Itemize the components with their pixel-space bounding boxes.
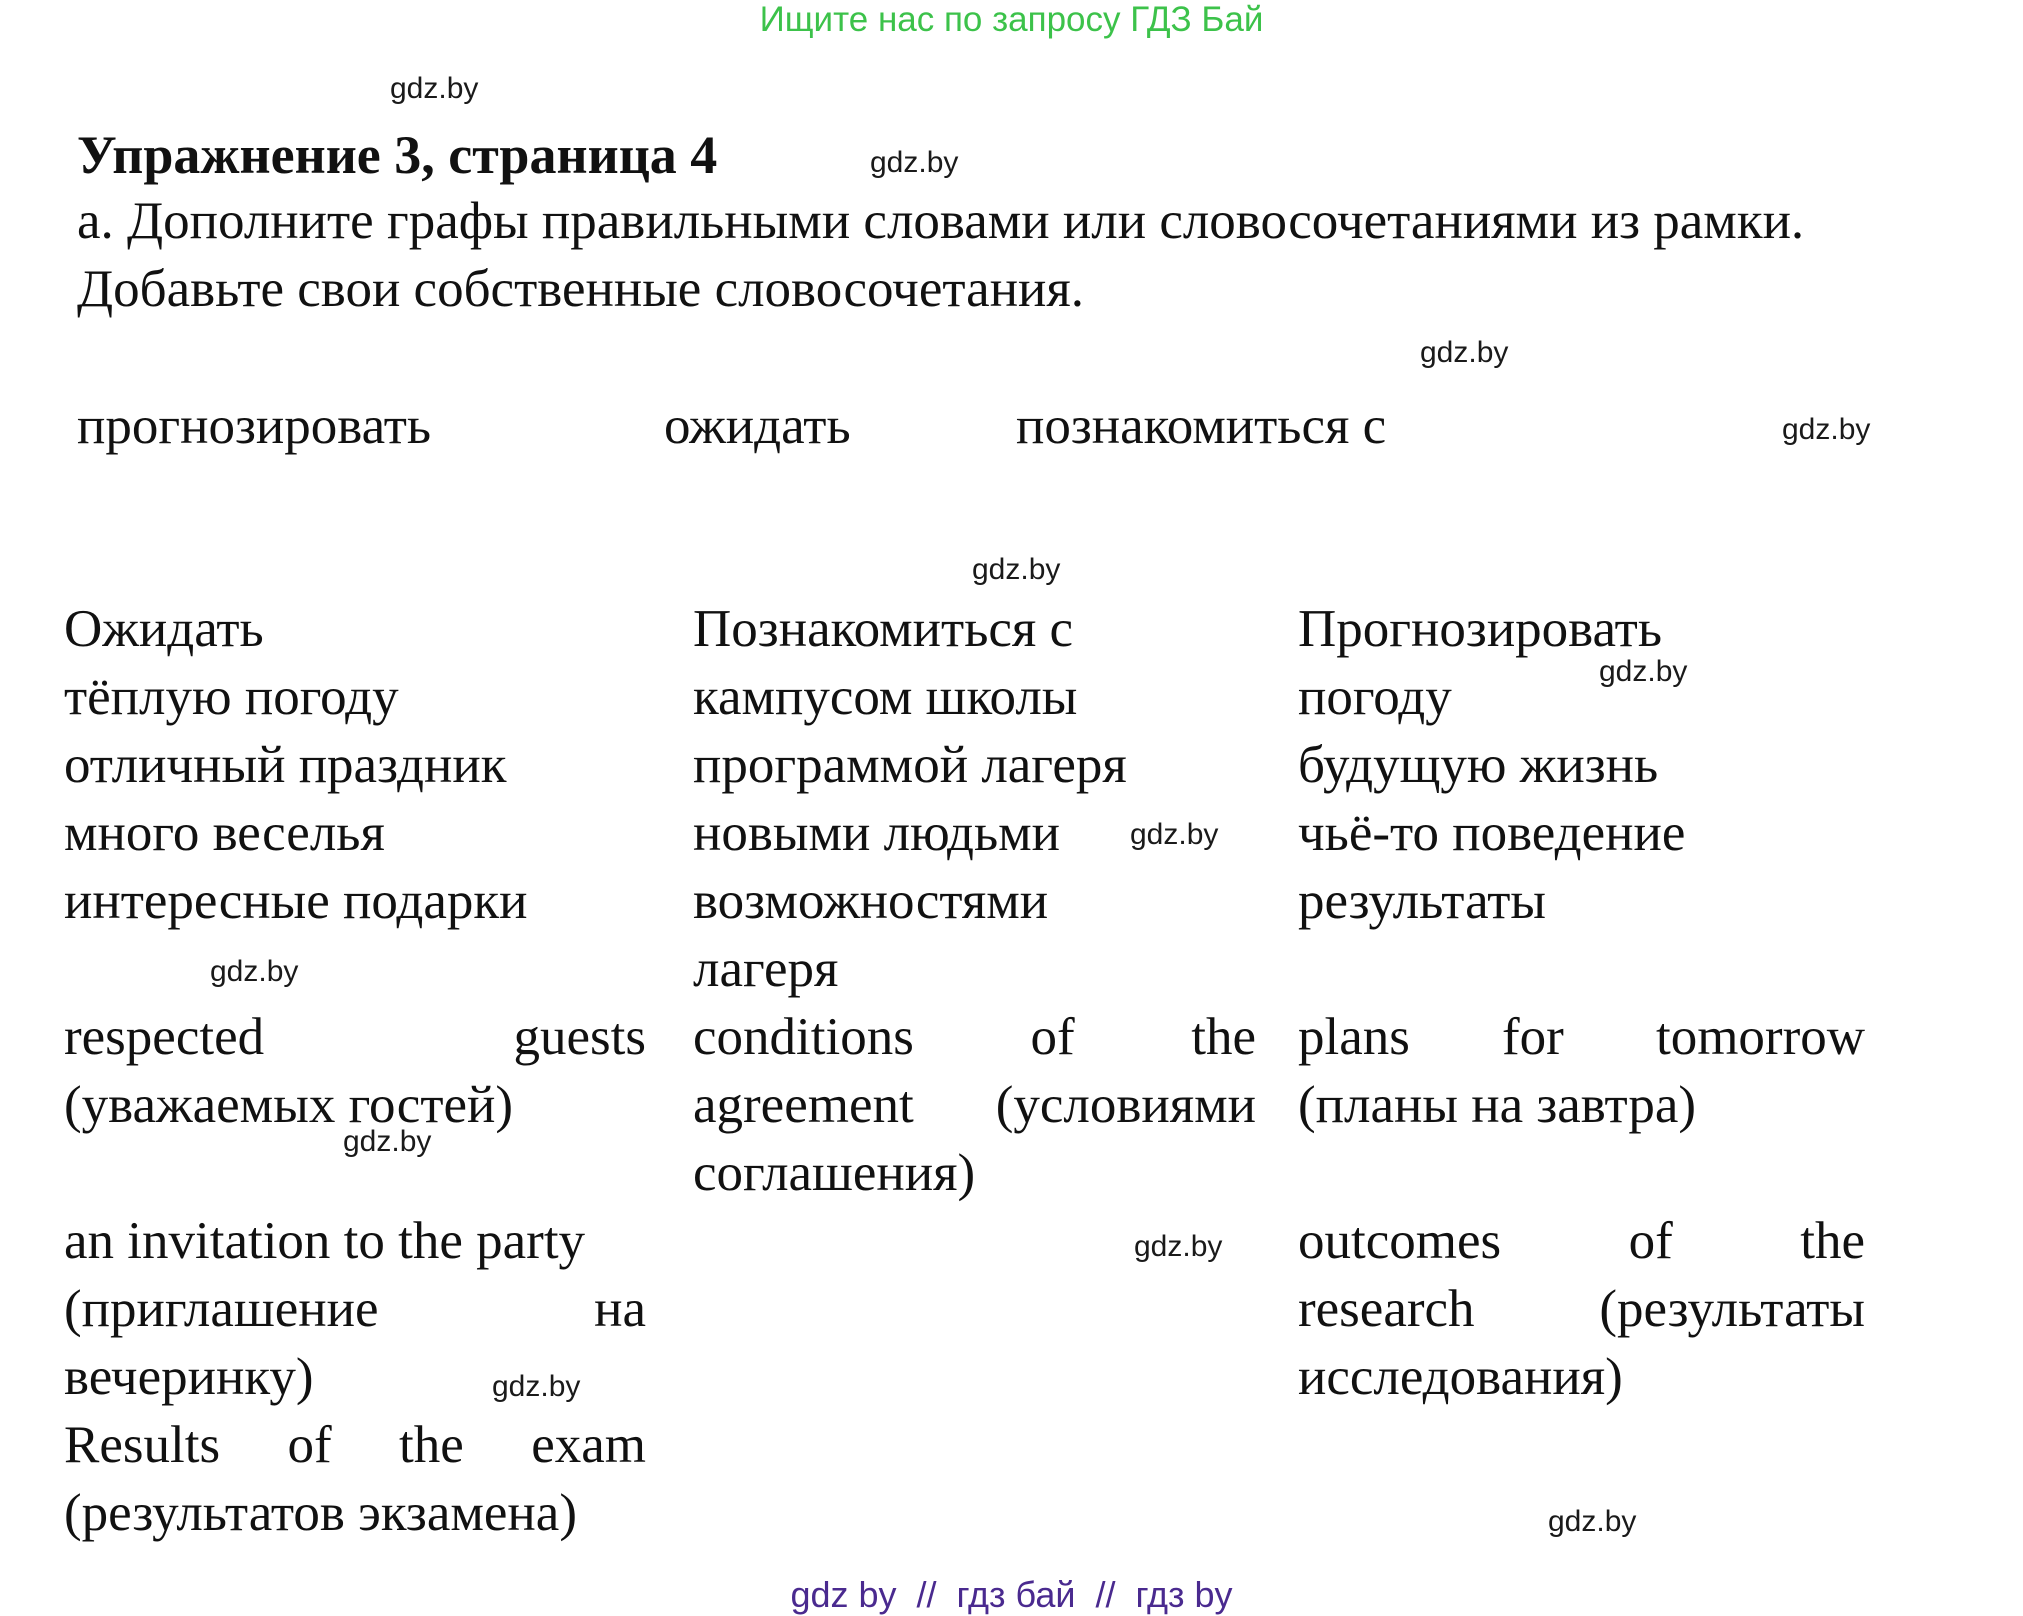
column-phrase-line: outcomes of the xyxy=(1298,1212,1865,1270)
column-phrase-line: an invitation to the party xyxy=(64,1212,586,1270)
column-item: программой лагеря xyxy=(693,736,1127,794)
watermark: gdz.by xyxy=(1548,1505,1637,1538)
watermark: gdz.by xyxy=(210,955,299,988)
watermark: gdz.by xyxy=(972,553,1061,586)
watermark: gdz.by xyxy=(1599,655,1688,688)
watermark: gdz.by xyxy=(870,146,959,179)
column-header: Прогнозировать xyxy=(1298,600,1662,658)
instructions xyxy=(77,187,2007,323)
column-phrase-line: conditions of the xyxy=(693,1008,1256,1066)
column-get-acquainted xyxy=(693,595,1256,1207)
column-item: кампусом школы xyxy=(693,668,1078,726)
exercise-title: Упражнение 3, страница 4 xyxy=(77,125,718,185)
column-item: будущую жизнь xyxy=(1298,736,1659,794)
top-banner: Ищите нас по запросу ГДЗ Бай xyxy=(759,0,1264,39)
column-phrase-line: agreement (условиями xyxy=(693,1076,1256,1134)
column-phrase-line: (результатов экзамена) xyxy=(64,1484,577,1542)
column-phrase-line: (приглашение на xyxy=(64,1280,646,1338)
column-item: интересные подарки xyxy=(64,872,528,930)
column-expect xyxy=(64,595,646,1547)
footer-watermark: gdz by // гдз бай // гдз by xyxy=(790,1574,1233,1615)
column-item: отличный праздник xyxy=(64,736,507,794)
column-header: Познакомиться с xyxy=(693,600,1074,658)
column-phrase-line: соглашения) xyxy=(693,1144,976,1202)
watermark: gdz.by xyxy=(1420,336,1509,369)
column-phrase-line: (уважаемых гостей) xyxy=(64,1076,514,1134)
column-phrase-line: Results of the exam xyxy=(64,1416,646,1474)
word-box-item: прогнозировать xyxy=(77,397,432,455)
column-phrase-line: plans for tomorrow xyxy=(1298,1008,1865,1066)
instruction-line-1: a. Дополните графы правильными словами или словосочетаниями из рамки. xyxy=(77,192,1805,250)
column-item: лагеря xyxy=(693,940,839,998)
column-phrase-line: (планы на завтра) xyxy=(1298,1076,1696,1134)
watermark: gdz.by xyxy=(492,1370,581,1403)
column-phrase-line: respected guests xyxy=(64,1008,646,1066)
column-predict xyxy=(1298,595,1865,1411)
column-item: возможностями xyxy=(693,872,1049,930)
column-phrase-line: вечеринку) xyxy=(64,1348,314,1406)
column-item: много веселья xyxy=(64,804,385,862)
column-header: Ожидать xyxy=(64,600,264,658)
column-item: погоду xyxy=(1298,668,1452,726)
word-box-item: ожидать xyxy=(664,397,851,455)
watermark: gdz.by xyxy=(1130,818,1219,851)
column-item: чьё-то поведение xyxy=(1298,804,1686,862)
word-box-item: познакомиться с xyxy=(1016,397,1387,455)
column-item: тёплую погоду xyxy=(64,668,399,726)
watermark: gdz.by xyxy=(390,72,479,105)
watermark: gdz.by xyxy=(1134,1230,1223,1263)
instruction-line-2: Добавьте свои собственные словосочетания. xyxy=(77,260,1085,318)
watermark: gdz.by xyxy=(1782,413,1871,446)
watermark: gdz.by xyxy=(343,1125,432,1158)
column-phrase-line: исследования) xyxy=(1298,1348,1623,1406)
column-item: результаты xyxy=(1298,872,1546,930)
column-phrase-line: research (результаты xyxy=(1298,1280,1865,1338)
column-item: новыми людьми xyxy=(693,804,1061,862)
